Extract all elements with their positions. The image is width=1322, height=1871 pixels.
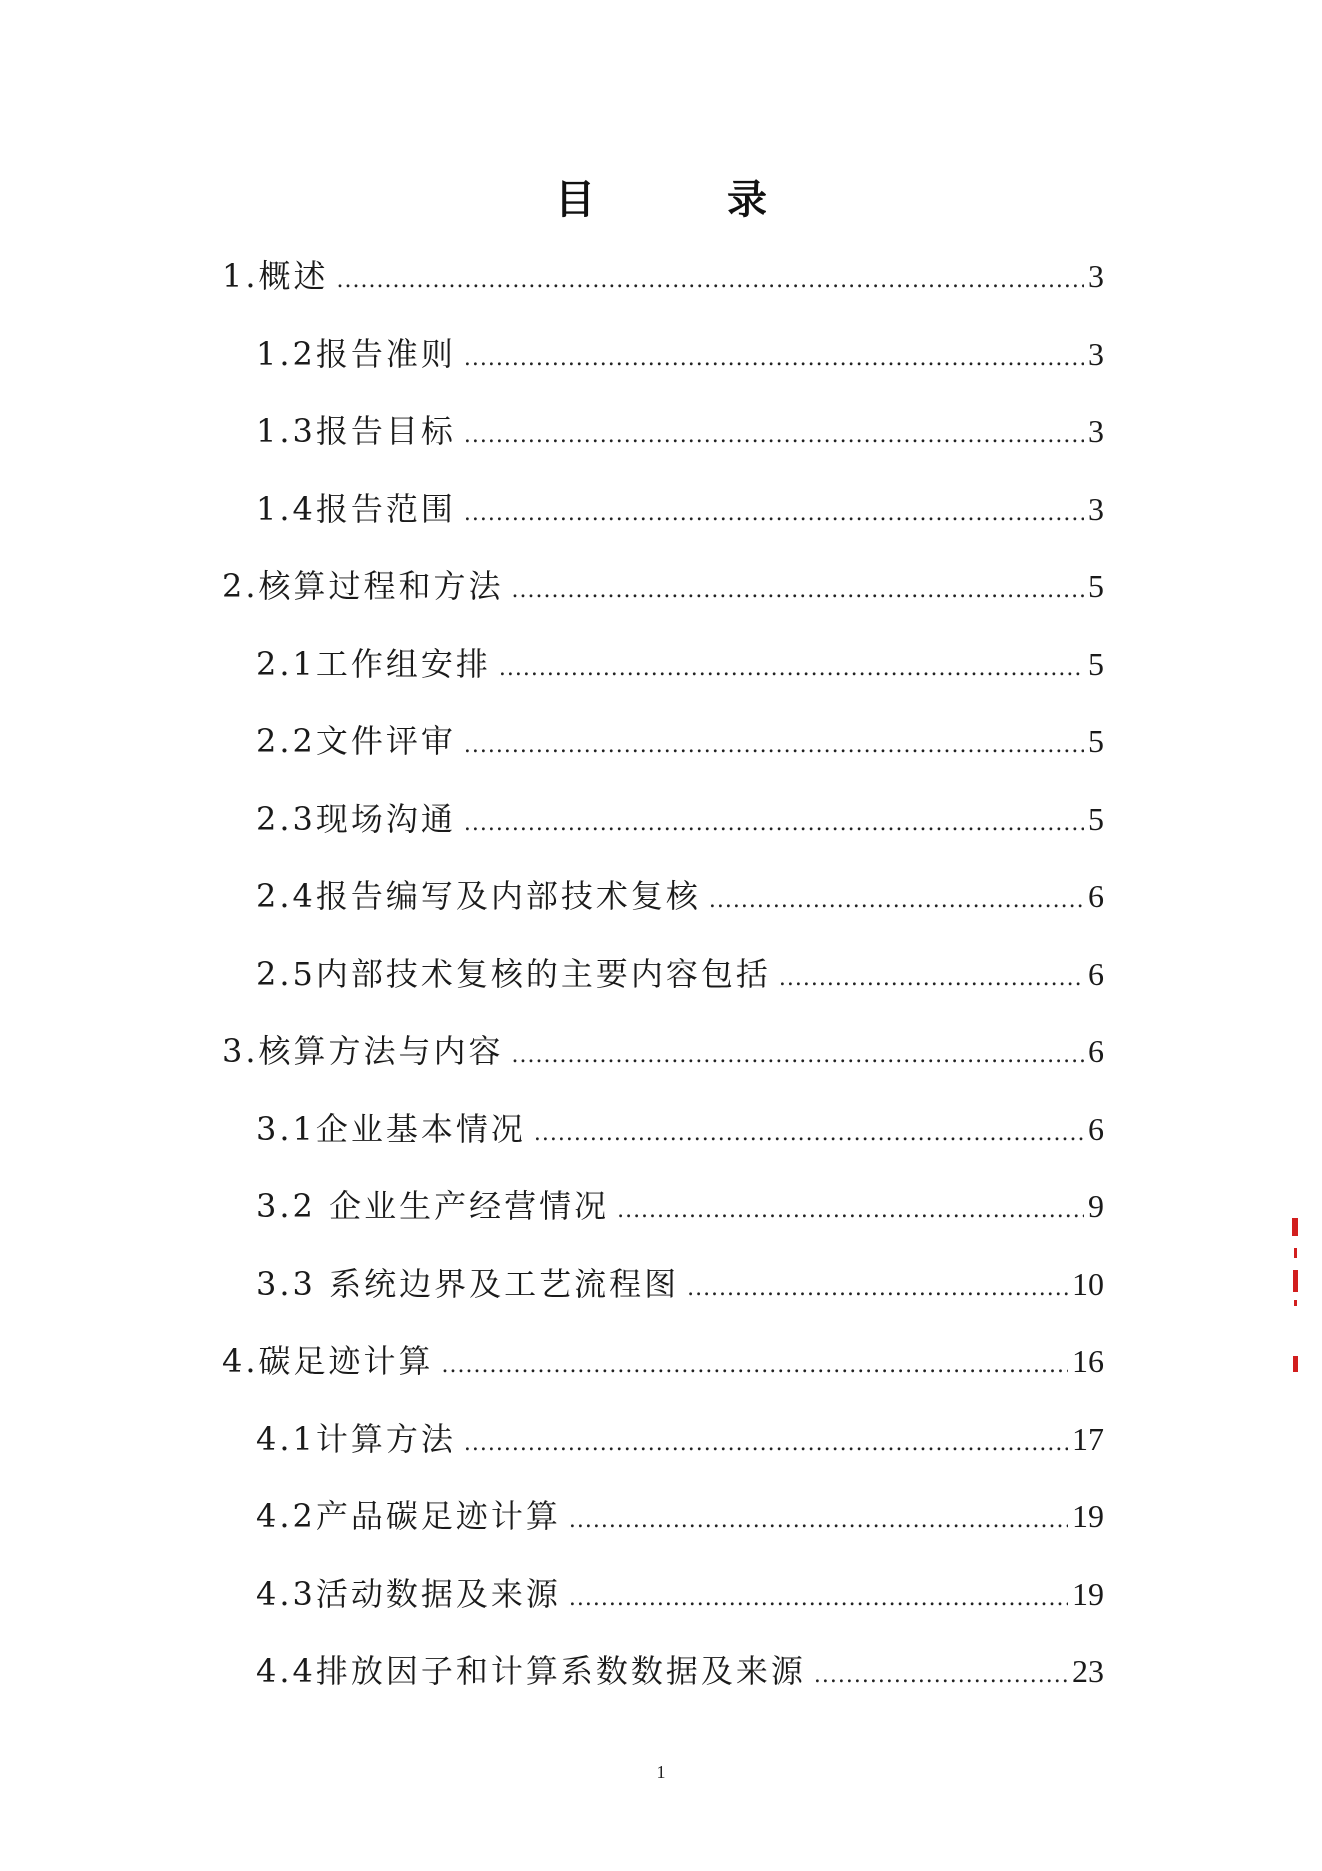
toc-entry-label: 2.2文件评审	[256, 722, 456, 760]
page-number: 1	[656, 1762, 666, 1782]
toc-leader-dots	[534, 1110, 1084, 1158]
toc-leader-dots	[442, 1342, 1068, 1390]
toc-entry[interactable]	[256, 717, 1104, 765]
toc-entry-page: 6	[1088, 955, 1104, 992]
toc-entry[interactable]	[256, 872, 1104, 920]
toc-leader-dots	[499, 645, 1084, 693]
toc-entry-label: 3.1企业基本情况	[256, 1109, 526, 1148]
toc-entry-label: 2.核算过程和方法	[222, 567, 504, 605]
toc-leader-dots	[687, 1265, 1068, 1313]
toc-leader-dots	[814, 1652, 1068, 1700]
toc-entry[interactable]	[256, 1415, 1104, 1463]
toc-entry-page: 16	[1072, 1343, 1104, 1379]
toc-leader-dots	[464, 335, 1084, 383]
toc-leader-dots	[464, 1420, 1068, 1468]
toc-leader-dots	[464, 412, 1084, 460]
toc-entry-label: 3.核算方法与内容	[222, 1032, 504, 1070]
toc-leader-dots	[337, 257, 1084, 305]
toc-entry-label: 1.3报告目标	[256, 412, 456, 450]
toc-entry-page: 6	[1088, 1033, 1104, 1069]
toc-title: 目 录	[555, 176, 813, 223]
toc-entry-page: 5	[1088, 645, 1104, 682]
toc-leader-dots	[464, 490, 1084, 538]
toc-entry-label: 2.1工作组安排	[256, 644, 491, 683]
toc-entry[interactable]	[256, 330, 1104, 378]
toc-leader-dots	[512, 567, 1084, 615]
toc-entry-label: 2.5内部技术复核的主要内容包括	[256, 954, 771, 993]
toc-entry[interactable]	[256, 1260, 1104, 1308]
toc-entry-page: 9	[1088, 1188, 1104, 1224]
toc-entry-page: 3	[1088, 258, 1104, 294]
toc-entry-page: 17	[1072, 1420, 1104, 1457]
toc-leader-dots	[779, 955, 1084, 1003]
toc-leader-dots	[617, 1187, 1084, 1235]
toc-entry[interactable]	[256, 1105, 1104, 1153]
toc-entry[interactable]	[256, 1570, 1104, 1618]
toc-entry-label: 2.4报告编写及内部技术复核	[256, 877, 701, 915]
toc-entry[interactable]	[256, 950, 1104, 998]
toc-leader-dots	[569, 1497, 1068, 1545]
toc-entry-label: 4.碳足迹计算	[222, 1342, 434, 1380]
toc-entry-page: 19	[1072, 1498, 1104, 1534]
toc-entry-label: 1.4报告范围	[256, 489, 456, 528]
toc-leader-dots	[512, 1032, 1084, 1080]
toc-entry[interactable]	[222, 562, 1104, 610]
toc-entry-label: 2.3现场沟通	[256, 799, 456, 838]
toc-entry[interactable]	[256, 1182, 1104, 1230]
toc-entry-label: 4.4排放因子和计算系数数据及来源	[256, 1652, 806, 1690]
toc-entry-page: 3	[1088, 413, 1104, 449]
toc-entry[interactable]	[222, 252, 1104, 300]
toc-entry-label: 4.1计算方法	[256, 1419, 456, 1458]
toc-entry[interactable]	[222, 1027, 1104, 1075]
toc-entry[interactable]	[256, 640, 1104, 688]
toc-entry-label: 1.2报告准则	[256, 334, 456, 373]
toc-entry-page: 3	[1088, 490, 1104, 527]
toc-entry-page: 23	[1072, 1653, 1104, 1689]
toc-leader-dots	[569, 1575, 1068, 1623]
toc-entry[interactable]	[256, 795, 1104, 843]
toc-entry-page: 5	[1088, 723, 1104, 759]
toc-entry-page: 6	[1088, 878, 1104, 914]
toc-entry-page: 5	[1088, 800, 1104, 837]
toc-entry[interactable]	[256, 1647, 1104, 1695]
toc-entry-page: 19	[1072, 1575, 1104, 1612]
toc-entry[interactable]	[256, 1492, 1104, 1540]
toc-entry-label: 4.2产品碳足迹计算	[256, 1497, 561, 1535]
toc-entry-label: 3.2 企业生产经营情况	[256, 1187, 610, 1225]
seal-edge-mark	[1289, 1218, 1301, 1374]
toc-entry[interactable]	[256, 407, 1104, 455]
toc-entry-page: 10	[1072, 1265, 1104, 1302]
toc-entry-page: 3	[1088, 335, 1104, 372]
toc-entry[interactable]	[222, 1337, 1104, 1385]
toc-entry[interactable]	[256, 485, 1104, 533]
toc-entry-page: 5	[1088, 568, 1104, 604]
toc-leader-dots	[464, 800, 1084, 848]
toc-entry-label: 4.3活动数据及来源	[256, 1574, 561, 1613]
toc-entry-page: 6	[1088, 1110, 1104, 1147]
toc-leader-dots	[464, 722, 1084, 770]
toc-leader-dots	[709, 877, 1084, 925]
toc-entry-label: 1.概述	[222, 257, 329, 295]
toc-entry-label: 3.3 系统边界及工艺流程图	[256, 1264, 680, 1303]
